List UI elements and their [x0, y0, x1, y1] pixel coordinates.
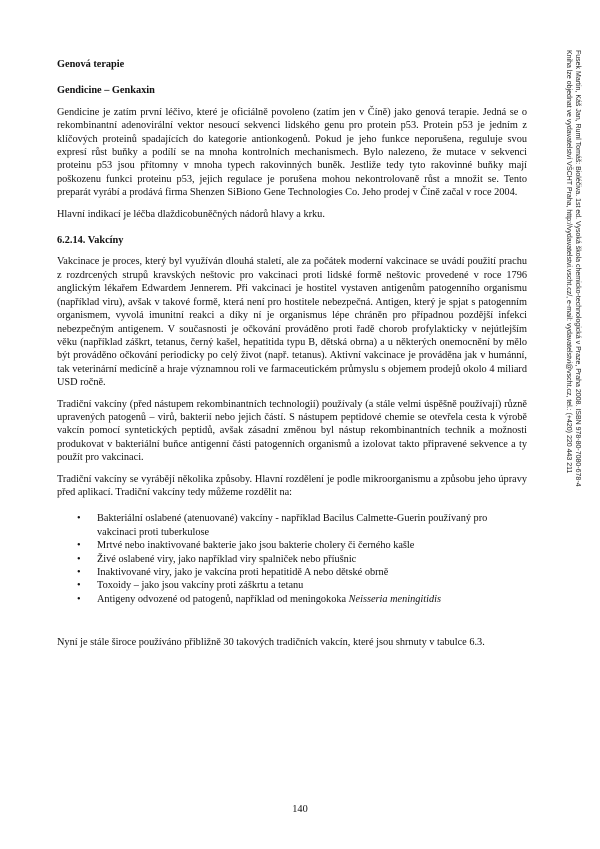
- list-item: [57, 593, 527, 606]
- species-name: Neisseria meningitidis: [348, 593, 442, 605]
- paragraph-gendicine: Gendicine je zatím první léčivo, které je oficiálně povoleno (zatím jen v Číně) jako genová terapie. Jedná se o rekombinantní adenovirální vektor nesoucí sekvenci lidského genu pro protein p53. Protein p53 je jedním z klíčových proteinů spadajících do kategorie antionkogenů. Pokud je jeho funkce neporušena, reguluje svou expresí růst buňky a podílí se na mnoha kontrolních mechanismech. Bylo nalezeno, že mutace v sekvenci proteinu p53 jsou přítomny v mnoha typech rakovinných buněk. Jestliže tedy tyto rakovinné buňky mají poškozenu funkci proteinu p53, jejich regulace je porušena mohou nekontrolovaně růst a množit se. Tento preparát vyrábí a prodává firma Shenzen SiBiono Gene Technologies Co. Jeho prodej v Číně začal v roce 2004.: [57, 106, 527, 199]
- list-item: • Mrtvé nebo inaktivované bakterie jako jsou bakterie cholery či černého kašle: [57, 539, 527, 552]
- list-item-text: Antigeny odvozené od patogenů, například od meningokoka: [97, 593, 349, 605]
- section-heading: Genová terapie: [57, 59, 125, 70]
- paragraph-vakciny-3: Tradiční vakcíny se vyrábějí několika způsoby. Hlavní rozdělení je podle mikroorganismu a způsobu jeho úpravy před aplikací. Tradiční vakcíny tedy můžeme rozdělit na:: [57, 473, 527, 498]
- list-item: • Toxoidy – jako jsou vakcíny proti záškrtu a tetanu: [57, 579, 527, 592]
- list-item: • Bakteriální oslabené (atenuované) vakcíny - například Bacilus Calmette-Guerin používaný pro vakcinaci proti tuberkulose: [57, 512, 527, 539]
- paragraph-vakciny-1: Vakcinace je proces, který byl využíván dlouhá staletí, ale za počátek moderní vakcinace se uvádí použití prachu z rozdrcených strupů kravských neštovic pro vakcinaci proti lidské formě neštovic provedené v roce 1796 anglickým lékařem Edwardem Jennerem. Při vakcinaci je hostitel vystaven antigenům patogenního organismu (například viru), avšak v takové formě, která není pro hostitele nebezpečná. Antigen, který je spjat s patogenním organismem, vyvolá imunitní reakci a díky ní je organismus lépe chráněn pro případnou pozdější infekci nebezpečným antigenem. V současnosti je očkování prováděno proti řadě chorob profylakticky v nejútlejším věku (například záškrt, tetanus, černý kašel, hepatitida typu B, dětská obrna) a u některých onemocnění by mělo být prováděno očkování periodicky po celý život (např. tetanus). Aktivní vakcinace je prováděna jak v humánní, tak veterinární medicíně a hraje významnou roli ve farmaceutickém průmyslu s objemem prodejů okolo 4 miliard USD ročně.: [57, 256, 527, 389]
- page-number: 140: [292, 804, 308, 815]
- citation-line-1: Fusek Martin, Káš Jan, Ruml Tomáš: Bioléčiva. 1st ed. Vysoká škola chemicko-technologická v Praze, Praha 2008. ISBN 978-80-7080-678-4: [574, 50, 581, 487]
- citation-line-2: Kniha lze objednat ve vydavatelství VŠCHT Praha, http://vydavatelstvi.vscht.cz/, e-mail: vydavatelstvi@vscht.cz, tel.: (+420) 220 443 211: [565, 50, 572, 474]
- list-item: • Inaktivované viry, jako je vakcína proti hepatitidě A nebo dětské obrně: [57, 566, 527, 579]
- subheading-gendicine: Gendicine – Genkaxin: [57, 85, 155, 97]
- paragraph-vakciny-2: Tradiční vakcíny (před nástupem rekombinantních technologií) používaly (a stále velmi úspěšně používají) různě upravených patogenů – virů, bakterií nebo jejich částí. S nástupem peptidové chemie se otevřela cesta k výrobě vakcín pomocí syntetických peptidů, avšak zásadní změnou byl nástup rekombinantních technik a možnosti produkovat v bakteriální buňce antigenní části patogenních organismů a izolovat takto připravené sekvence a ty použít pro vakcinaci.: [57, 398, 527, 464]
- paragraph-indikace: Hlavní indikací je léčba dlaždicobuněčných nádorů hlavy a krku.: [57, 208, 325, 220]
- list-item: • Živé oslabené viry, jako například viry spalniček nebo příušnic: [57, 553, 527, 566]
- paragraph-final: Nyní je stále široce používáno přibližně 30 takových tradičních vakcín, které jsou shrnuty v tabulce 6.3.: [57, 637, 485, 649]
- vaccine-type-list: [57, 512, 527, 606]
- page-content: [57, 58, 527, 650]
- heading-vakciny: 6.2.14. Vakcíny: [57, 235, 124, 247]
- side-citation: [542, 50, 582, 570]
